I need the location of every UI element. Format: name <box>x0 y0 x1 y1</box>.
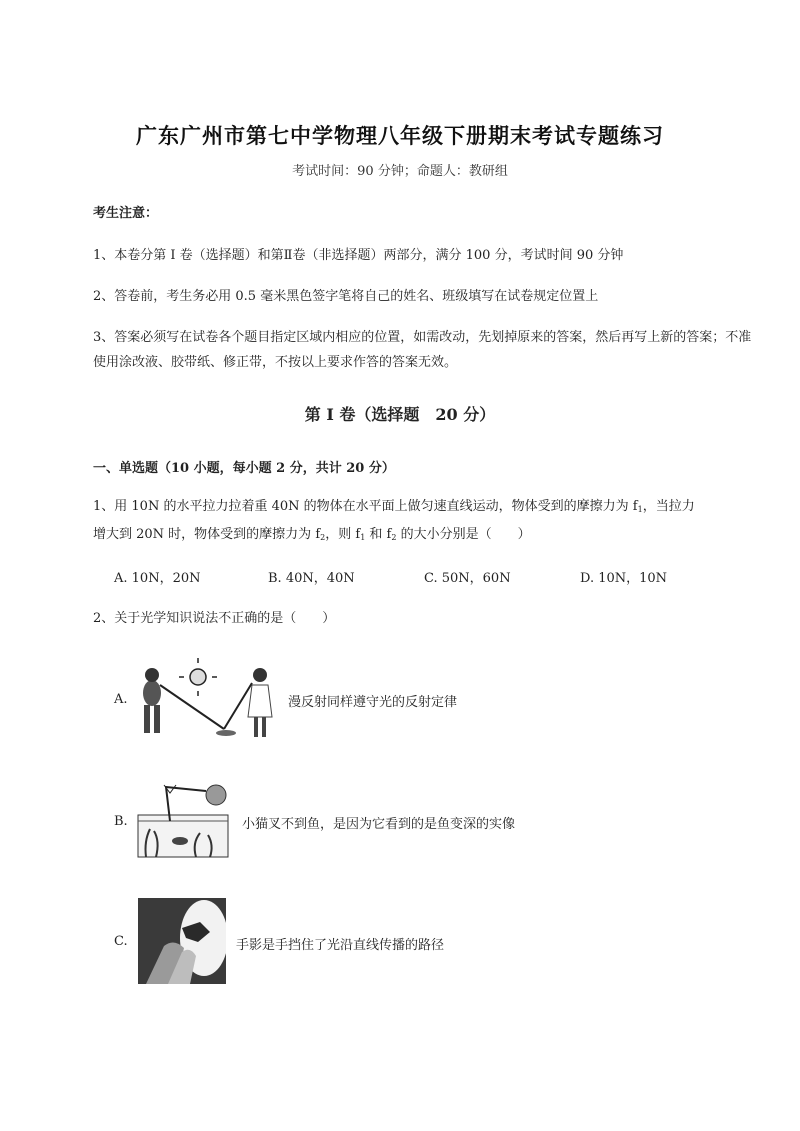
question-1-line-2: 增大到 20N 时，物体受到的摩擦力为 $f_2$，则 $f_1$ 和 $f_2$ 的大小分别是（ ） <box>93 527 531 542</box>
question-2-option-a-text: 漫反射同样遵守光的反射定律 <box>288 695 458 710</box>
cat-fishing-image <box>136 781 232 861</box>
hand-shadow-image <box>138 898 226 984</box>
question-2-option-c-label: C. <box>114 934 128 949</box>
notice-item-3: 3、答案必须写在试卷各个题目指定区域内相应的位置，如需改动，先划掉原来的答案，然后再写上新的答案；不准使用涂改液、胶带纸、修正带，不按以上要求作答的答案无效。 <box>93 330 752 370</box>
question-1 <box>93 494 753 550</box>
question-1-option-b: B. 40N，40N <box>268 571 355 586</box>
part-heading: 一、单选题（10 小题，每小题 2 分，共计 20 分） <box>93 461 395 476</box>
notice-heading: 考生注意： <box>93 206 159 221</box>
question-1-option-a: A. 10N，20N <box>114 571 201 586</box>
question-2-option-b-label: B. <box>114 814 128 829</box>
notice-item-2: 2、答卷前，考生务必用 0.5 毫米黑色签字笔将自己的姓名、班级填写在试卷规定位置上 <box>93 289 599 304</box>
question-2-option-c-text: 手影是手挡住了光沿直线传播的路径 <box>236 938 445 953</box>
question-2: 2、关于光学知识说法不正确的是（ ） <box>93 611 336 626</box>
question-1-option-d: D. 10N，10N <box>580 571 668 586</box>
section-title: 第 I 卷（选择题 20 分） <box>304 405 496 424</box>
diffuse-reflection-image <box>134 655 280 745</box>
question-1-option-c: C. 50N，60N <box>424 571 511 586</box>
question-2-option-a-label: A. <box>114 692 128 707</box>
exam-subtitle: 考试时间：90 分钟；命题人：教研组 <box>292 164 508 179</box>
notice-item-1: 1、本卷分第 I 卷（选择题）和第Ⅱ卷（非选择题）两部分，满分 100 分，考试时间 90 分钟 <box>93 248 624 263</box>
question-2-option-b-text: 小猫叉不到鱼，是因为它看到的是鱼变深的实像 <box>242 817 516 832</box>
exam-title: 广东广州市第七中学物理八年级下册期末考试专题练习 <box>136 123 664 148</box>
question-1-line-1: 1、用 10N 的水平拉力拉着重 40N 的物体在水平面上做匀速直线运动，物体受到的摩擦力为 $f_1$，当拉力 <box>93 499 695 514</box>
